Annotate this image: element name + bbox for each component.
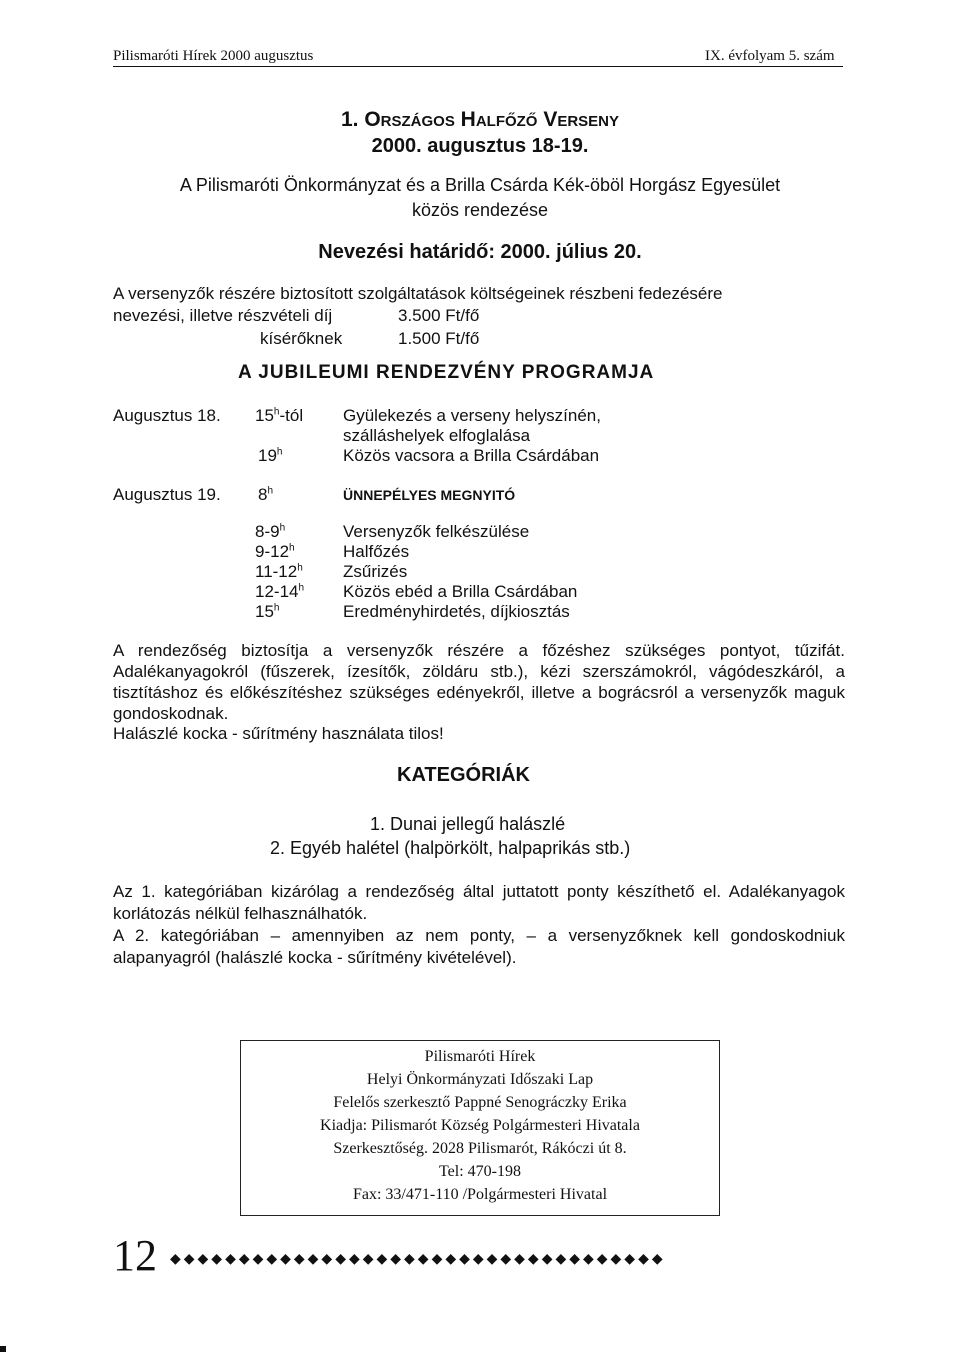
page-title: 1. Országos Halfőző Verseny — [340, 108, 620, 131]
fees-companions-label: kísérőknek — [260, 329, 343, 348]
schedule-time: 12-14$^h$ — [255, 582, 305, 601]
schedule-time: 15$^h$ — [255, 602, 280, 621]
schedule-time: 9-12$^h$ — [255, 542, 295, 561]
fee-companion: 1.500 Ft/fő — [398, 329, 480, 348]
schedule-event: Eredményhirdetés, díjkiosztás — [343, 602, 570, 621]
day1-time-2: 19$^h$ — [258, 446, 283, 465]
schedule-event: Halfőzés — [343, 542, 410, 561]
day1-time-1: 15$^h$-tól — [255, 406, 304, 425]
deadline: Nevezési határidő: 2000. július 20. — [318, 241, 642, 263]
day1-date: Augusztus 18. — [113, 406, 221, 425]
schedule-event: Zsűrizés — [343, 562, 408, 581]
program-heading: A JUBILEUMI RENDEZVÉNY PROGRAMJA — [238, 362, 655, 383]
opening-ceremony: ÜNNEPÉLYES MEGNYITÓ — [343, 487, 516, 503]
fee-participant: 3.500 Ft/fő — [398, 306, 480, 325]
organizers-line-1: A Pilismaróti Önkormányzat és a Brilla Csárda Kék-öböl Horgász Egyesület — [179, 175, 781, 195]
fees-intro-2: nevezési, illetve részvételi díj — [113, 306, 333, 325]
notes-paragraph: A rendezőség biztosítja a versenyzők részére a főzéshez szükséges pontyot, tűzifát. Adalékanyagokról (fűszerek, ízesítők, zöldáru stb.), kézi szerszámokról, vágódeszkáról, a tisztításhoz és előkészítéshez szükséges edényekről, illetve a bográcsról a versenyzők maguk gondoskodnak. — [113, 641, 845, 723]
page-number: 12 — [113, 1231, 157, 1280]
diamond-divider-icon: ◆◆◆◆◆◆◆◆◆◆◆◆◆◆◆◆◆◆◆◆◆◆◆◆◆◆◆◆◆◆◆◆◆◆◆◆ — [170, 1250, 666, 1266]
header-issue: IX. évfolyam 5. szám — [705, 48, 835, 64]
imprint-line: Felelős szerkesztő Pappné Senográczky Erika — [333, 1094, 627, 1111]
day1-event-2: Közös vacsora a Brilla Csárdában — [343, 446, 600, 465]
category-rule-2: A 2. kategóriában – amennyiben az nem ponty, – a versenyzőknek kell gondoskodniuk alapanyagról (halászlé kocka - sűrítmény kivételével). — [113, 926, 845, 967]
category-2: 2. Egyéb halétel (halpörkölt, halpaprikás stb.) — [270, 838, 631, 858]
fees-intro-1: A versenyzők részére biztosított szolgáltatások költségeinek részbeni fedezésére — [113, 284, 723, 303]
category-rule-1: Az 1. kategóriában kizárólag a rendezőség által juttatott ponty készíthető el. Adalékanyagok korlátozás nélkül felhasználhatók. — [113, 882, 845, 923]
imprint-line: Helyi Önkormányzati Időszaki Lap — [366, 1071, 594, 1088]
imprint-line: Tel: 470-198 — [439, 1163, 521, 1180]
header-publication: Pilismaróti Hírek 2000 augusztus — [113, 48, 314, 64]
scan-mark — [0, 1346, 6, 1352]
imprint-line: Szerkesztőség. 2028 Pilismarót, Rákóczi út 8. — [333, 1140, 627, 1157]
imprint-box — [240, 1040, 720, 1216]
imprint-line: Kiadja: Pilismarót Község Polgármesteri Hivatala — [320, 1117, 640, 1134]
notes-warning: Halászlé kocka - sűrítmény használata tilos! — [113, 724, 444, 743]
organizers-line-2: közös rendezése — [411, 200, 549, 220]
imprint-line: Fax: 33/471-110 /Polgármesteri Hivatal — [352, 1186, 608, 1203]
day1-event-1a: Gyülekezés a verseny helyszínén, — [343, 406, 601, 425]
imprint-line: Pilismaróti Hírek — [424, 1048, 536, 1065]
schedule-event: Versenyzők felkészülése — [343, 522, 530, 541]
schedule-time: 11-12$^h$ — [255, 562, 303, 581]
schedule-time: 8-9$^h$ — [255, 522, 286, 541]
header-rule — [113, 66, 843, 67]
day1-event-1b: szálláshelyek elfoglalása — [343, 426, 531, 445]
page-subtitle-dates: 2000. augusztus 18-19. — [371, 135, 589, 157]
day2-time-0: 8$^h$ — [258, 485, 274, 504]
category-1: 1. Dunai jellegű halászlé — [370, 814, 566, 834]
schedule-event: Közös ebéd a Brilla Csárdában — [343, 582, 578, 601]
categories-heading: KATEGÓRIÁK — [397, 764, 530, 786]
day2-date: Augusztus 19. — [113, 485, 221, 504]
